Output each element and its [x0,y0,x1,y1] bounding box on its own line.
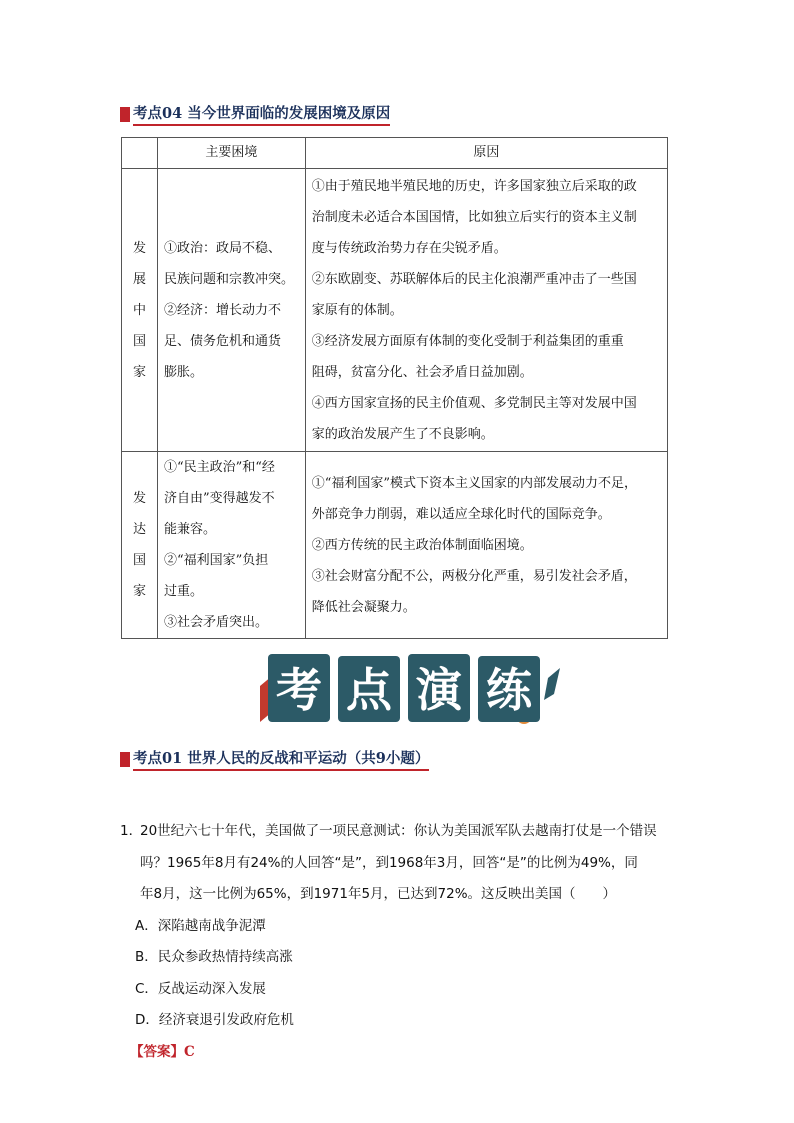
section-title: 考点01 世界人民的反战和平运动（共9小题） [133,747,429,771]
answer-value: C [184,1043,195,1060]
reasons-developed: ①“福利国家”模式下资本主义国家的内部发展动力不足， 外部竞争力削弱，难以适应全球化时代的国际竞争。 ②西方传统的民主政治体制面临困境。 ③社会财富分配不公，两极分化严重，易引发社会矛盾， 降低社会凝聚力。 [305,452,667,639]
banner-char: 练 [486,663,532,717]
option-b[interactable]: B．民众参政热情持续高涨 [135,949,293,965]
row-label-developing: 发 展 中 国 家 [122,169,158,452]
heading-marker [120,107,130,122]
row-label-developed: 发 达 国 家 [122,452,158,639]
section-title: 考点04 当今世界面临的发展困境及原因 [133,102,390,126]
banner-char: 考 [276,663,322,717]
option-d[interactable]: D．经济衰退引发政府危机 [135,1012,294,1028]
question-number: 1． [120,823,143,839]
header-cell-difficulties: 主要困境 [157,138,305,169]
banner-char: 点 [346,663,392,717]
option-c[interactable]: C．反战运动深入发展 [135,980,266,997]
difficulties-developing: ①政治：政局不稳、 民族问题和宗教冲突。 ②经济：增长动力不 足、债务危机和通货 膨胀。 [157,169,305,452]
practice-banner [258,650,562,730]
banner-brush-icon [544,668,560,700]
heading-marker [120,752,130,767]
difficulties-table [121,137,668,639]
difficulties-developed: ①“民主政治”和“经 济自由”变得越发不 能兼容。 ②“福利国家”负担 过重。 ③社会矛盾突出。 [157,452,305,639]
section-heading-04 [120,102,390,126]
banner-char: 演 [416,663,462,717]
table-row-developing [122,169,668,452]
answer-tag: 【答案】 [130,1043,184,1060]
reasons-developing: ①由于殖民地半殖民地的历史，许多国家独立后采取的政 治制度未必适合本国国情，比如独立后实行的资本主义制 度与传统政治势力存在尖锐矛盾。 ②东欧剧变、苏联解体后的民主化浪潮严重冲击了一些国 家原有的体制。 ③经济发展方面原有体制的变化受制于利益集团的重重 阻碍，贫富分化、社会矛盾日益加剧。 ④西方国家宣扬的民主价值观、多党制民主等对发展中国 家的政治发展产生了不良影响。 [305,169,667,452]
question-1 [120,816,680,1068]
section-heading-01 [120,747,429,771]
table-row-developed [122,452,668,639]
header-cell-reasons: 原因 [305,138,667,169]
table-header-row [122,138,668,169]
question-stem: 20世纪六七十年代，美国做了一项民意测试：你认为美国派军队去越南打仗是一个错误 吗？1965年8月有24%的人回答“是”，到1968年3月，回答“是”的比例为49%，同 年8月，这一比例为65%，到1971年5月，已达到72%。这反映出美国（ ） [140,823,657,902]
header-cell-empty [122,138,158,169]
answer-line [120,1037,680,1069]
option-a[interactable]: A．深陷越南战争泥潭 [135,917,266,934]
